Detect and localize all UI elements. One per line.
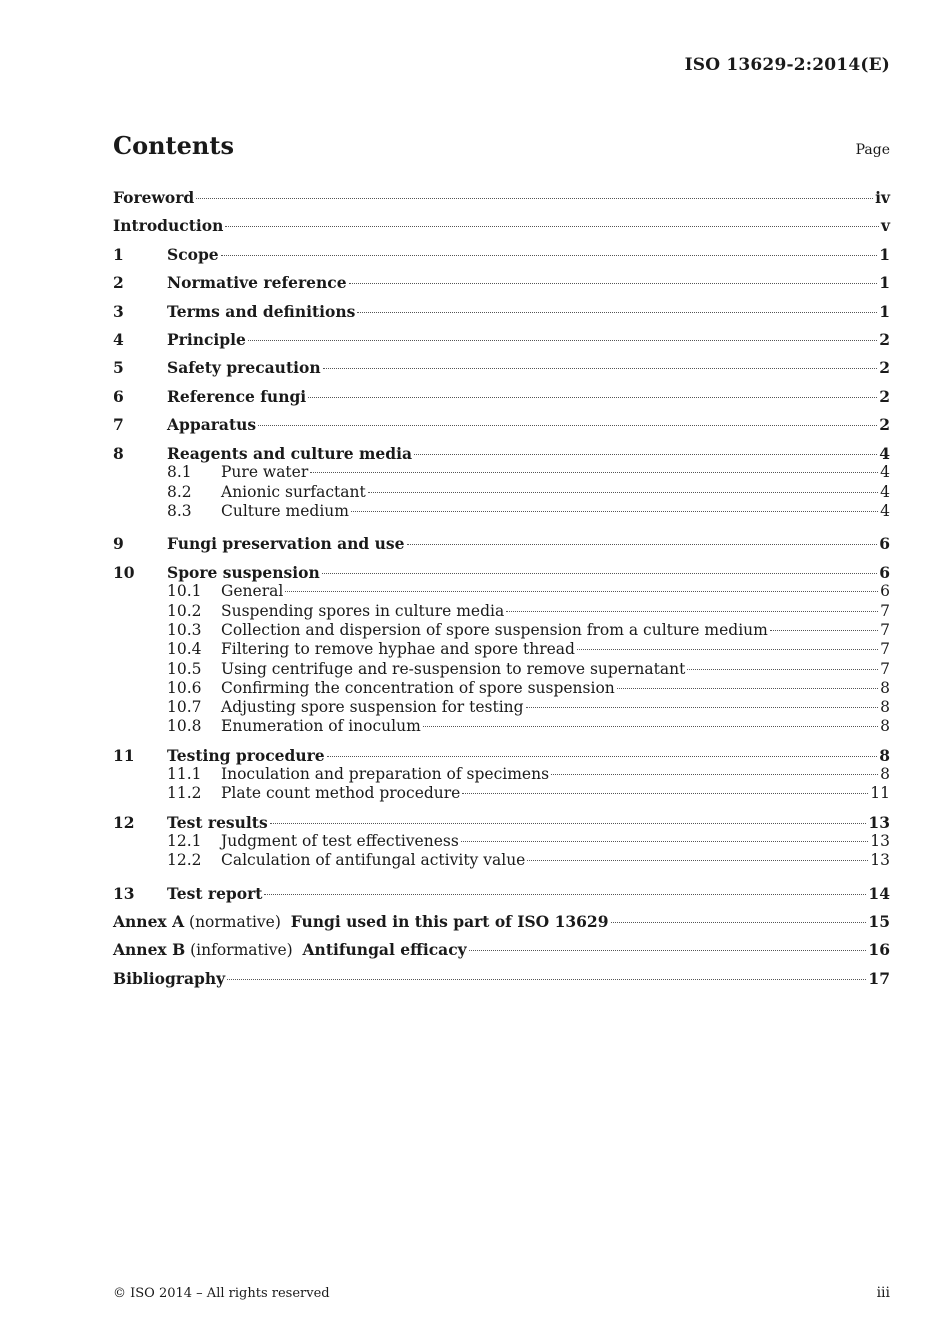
toc-entry-label: Reagents and culture media <box>167 444 413 464</box>
dot-leader <box>462 793 868 794</box>
dot-leader <box>506 611 878 612</box>
toc-subentry-label: Using centrifuge and re-suspension to remove supernatant <box>221 659 686 678</box>
toc-subentry-number: 11.2 <box>167 784 202 803</box>
toc-entry-number: 11 <box>113 745 135 765</box>
toc-entry-number: 5 <box>113 358 124 378</box>
toc-subentry-number: 10.2 <box>167 601 202 620</box>
toc-subentry[interactable] <box>113 621 890 640</box>
toc-entry-page: 8 <box>879 745 890 765</box>
toc-entry-label: Annex A (normative) Fungi used in this part of ISO 13629 <box>113 911 609 931</box>
toc-entry[interactable] <box>113 326 890 354</box>
toc-subentry-number: 12.2 <box>167 851 202 870</box>
toc-entry-label: Foreword <box>113 188 195 207</box>
toc-entry-label: Test results <box>167 812 268 832</box>
toc-entry[interactable] <box>113 354 890 382</box>
contents-title: Contents <box>113 131 234 160</box>
toc-entry-label: Introduction <box>113 216 224 236</box>
toc-entry-page: 6 <box>879 563 890 583</box>
toc-subentry-label: Anionic surfactant <box>221 482 366 501</box>
toc-entry-page: 1 <box>879 301 890 321</box>
dot-leader <box>687 669 878 670</box>
toc-subentry-page: 8 <box>880 765 890 784</box>
dot-leader <box>461 841 868 842</box>
toc-subentry-number: 8.1 <box>167 463 192 482</box>
page-number: iii <box>876 1285 890 1301</box>
toc-entry-number: 1 <box>113 244 124 264</box>
dot-leader <box>611 922 867 923</box>
dot-leader <box>327 756 878 757</box>
toc-entry-page: 1 <box>879 244 890 264</box>
page-footer <box>113 1285 890 1301</box>
dot-leader <box>248 340 877 341</box>
dot-leader <box>225 226 879 227</box>
toc-entry[interactable] <box>113 444 890 463</box>
toc-subentry-page: 4 <box>880 482 890 501</box>
dot-leader <box>551 774 878 775</box>
toc-entry-number: 2 <box>113 273 124 293</box>
toc-entry-label: Annex B (informative) Antifungal efficacy <box>113 940 467 960</box>
toc-subentry-page: 13 <box>870 831 890 850</box>
toc-entry-number: 12 <box>113 812 135 832</box>
toc-entry[interactable] <box>113 530 890 558</box>
toc-entry-number: 10 <box>113 563 135 583</box>
toc-entry[interactable] <box>113 936 890 964</box>
toc-subentry-number: 10.8 <box>167 717 202 736</box>
dot-leader <box>310 472 878 473</box>
toc-entry[interactable] <box>113 965 890 993</box>
dot-leader <box>357 312 877 313</box>
toc-subentry-label: Plate count method procedure <box>221 784 461 803</box>
dot-leader <box>349 283 878 284</box>
toc-entry-page: 2 <box>879 415 890 435</box>
toc-entry[interactable] <box>113 746 890 765</box>
toc-subentry-number: 10.3 <box>167 620 202 639</box>
toc-entry-page: 2 <box>879 358 890 378</box>
dot-leader <box>270 823 867 824</box>
toc-entry-label: Reference fungi <box>167 386 307 406</box>
toc-subentry-label: General <box>221 582 284 601</box>
toc-subentry-number: 10.6 <box>167 678 202 697</box>
toc-subentry[interactable] <box>113 698 890 717</box>
toc-entry-page: 16 <box>868 940 890 960</box>
toc-subentry-label: Confirming the concentration of spore suspension <box>221 678 615 697</box>
copyright-notice: © ISO 2014 – All rights reserved <box>113 1286 330 1301</box>
table-of-contents <box>113 184 890 993</box>
toc-entry-label: Normative reference <box>167 273 347 293</box>
dot-leader <box>221 255 878 256</box>
toc-entry-number: 13 <box>113 883 135 903</box>
toc-subentry-label: Suspending spores in culture media <box>221 601 505 620</box>
toc-subentry[interactable] <box>113 483 890 502</box>
toc-subentry-number: 10.1 <box>167 582 202 601</box>
toc-subentry[interactable] <box>113 851 890 870</box>
toc-subentry-label: Enumeration of inoculum <box>221 717 421 736</box>
toc-entry-page: 17 <box>868 968 890 988</box>
toc-subentry-page: 11 <box>870 784 890 803</box>
toc-entry-number: 3 <box>113 301 124 321</box>
dot-leader <box>527 860 868 861</box>
toc-subentry-page: 4 <box>880 463 890 482</box>
toc-entry-number: 8 <box>113 444 124 464</box>
toc-entry-label: Testing procedure <box>167 745 325 765</box>
contents-header <box>113 131 890 160</box>
toc-entry-page: 2 <box>879 386 890 406</box>
toc-subentry[interactable] <box>113 784 890 803</box>
toc-entry[interactable] <box>113 411 890 439</box>
toc-subentry-number: 11.1 <box>167 765 202 784</box>
toc-entry-page: 2 <box>879 329 890 349</box>
toc-subentry-number: 8.3 <box>167 501 192 520</box>
dot-leader <box>351 511 878 512</box>
toc-subentry-page: 8 <box>880 717 890 736</box>
dot-leader <box>264 894 866 895</box>
toc-subentry-label: Collection and dispersion of spore suspension from a culture medium <box>221 620 768 639</box>
toc-entry-page: 6 <box>879 534 890 554</box>
toc-subentry-number: 10.4 <box>167 640 202 659</box>
dot-leader <box>368 492 878 493</box>
toc-subentry[interactable] <box>113 660 890 679</box>
toc-subentry-page: 7 <box>880 601 890 620</box>
dot-leader <box>196 198 873 199</box>
toc-subentry-label: Calculation of antifungal activity value <box>221 851 526 870</box>
toc-subentry-label: Culture medium <box>221 501 349 520</box>
toc-entry[interactable] <box>113 880 890 908</box>
toc-entry-page: 4 <box>879 444 890 464</box>
dot-leader <box>577 649 878 650</box>
toc-subentry-label: Adjusting spore suspension for testing <box>221 698 524 717</box>
toc-entry[interactable] <box>113 383 890 411</box>
toc-entry-label: Spore suspension <box>167 563 320 583</box>
toc-entry-label: Principle <box>167 329 246 349</box>
toc-entry-page: iv <box>875 188 890 207</box>
toc-entry-number: 7 <box>113 415 124 435</box>
toc-subentry-number: 10.5 <box>167 659 202 678</box>
toc-entry-page: 1 <box>879 273 890 293</box>
toc-subentry[interactable] <box>113 502 890 521</box>
toc-subentry[interactable] <box>113 602 890 621</box>
toc-subentry-label: Pure water <box>221 463 309 482</box>
dot-leader <box>258 425 877 426</box>
toc-entry[interactable] <box>113 184 890 212</box>
toc-subentry-page: 7 <box>880 620 890 639</box>
dot-leader <box>617 688 878 689</box>
toc-subentry-number: 10.7 <box>167 698 202 717</box>
toc-entry[interactable] <box>113 563 890 582</box>
toc-subentry-page: 7 <box>880 640 890 659</box>
toc-subentry-label: Filtering to remove hyphae and spore thread <box>221 640 575 659</box>
toc-subentry-page: 4 <box>880 501 890 520</box>
toc-entry-page: 13 <box>868 812 890 832</box>
toc-entry-label: Test report <box>167 883 263 903</box>
page-column-label: Page <box>855 142 890 158</box>
toc-entry-label: Apparatus <box>167 415 257 435</box>
toc-entry-page: 14 <box>868 883 890 903</box>
toc-subentry-page: 6 <box>880 582 890 601</box>
toc-subentry-label: Judgment of test effectiveness <box>221 831 459 850</box>
toc-subentry[interactable] <box>113 832 890 851</box>
dot-leader <box>308 397 877 398</box>
dot-leader <box>407 544 878 545</box>
toc-entry-label: Fungi preservation and use <box>167 534 405 554</box>
toc-subentry[interactable] <box>113 582 890 601</box>
dot-leader <box>770 630 878 631</box>
document-id: ISO 13629-2:2014(E) <box>684 55 890 75</box>
toc-subentry-label: Inoculation and preparation of specimens <box>221 765 550 784</box>
dot-leader <box>469 950 867 951</box>
toc-entry-label: Terms and definitions <box>167 301 356 321</box>
dot-leader <box>414 454 877 455</box>
toc-subentry-page: 13 <box>870 851 890 870</box>
toc-subentry-number: 8.2 <box>167 482 192 501</box>
toc-entry[interactable] <box>113 241 890 269</box>
toc-subentry-page: 7 <box>880 659 890 678</box>
toc-entry-number: 9 <box>113 534 124 554</box>
toc-entry-label: Scope <box>167 244 219 264</box>
toc-entry-number: 6 <box>113 386 124 406</box>
toc-subentry[interactable] <box>113 765 890 784</box>
toc-entry[interactable] <box>113 212 890 240</box>
dot-leader <box>322 573 877 574</box>
toc-entry[interactable] <box>113 813 890 832</box>
toc-subentry-page: 8 <box>880 698 890 717</box>
dot-leader <box>526 707 879 708</box>
toc-entry-page: 15 <box>868 911 890 931</box>
toc-entry-page: v <box>880 216 890 236</box>
dot-leader <box>323 368 878 369</box>
toc-entry[interactable] <box>113 269 890 297</box>
toc-subentry-number: 12.1 <box>167 831 202 850</box>
toc-subentry[interactable] <box>113 679 890 698</box>
toc-entry-number: 4 <box>113 329 124 349</box>
toc-entry[interactable] <box>113 298 890 326</box>
toc-subentry[interactable] <box>113 717 890 736</box>
toc-entry-label: Safety precaution <box>167 358 321 378</box>
dot-leader <box>227 979 866 980</box>
toc-subentry[interactable] <box>113 463 890 482</box>
dot-leader <box>423 726 878 727</box>
dot-leader <box>285 591 878 592</box>
toc-entry-label: Bibliography <box>113 968 226 988</box>
toc-subentry[interactable] <box>113 640 890 659</box>
toc-entry[interactable] <box>113 908 890 936</box>
toc-subentry-page: 8 <box>880 678 890 697</box>
